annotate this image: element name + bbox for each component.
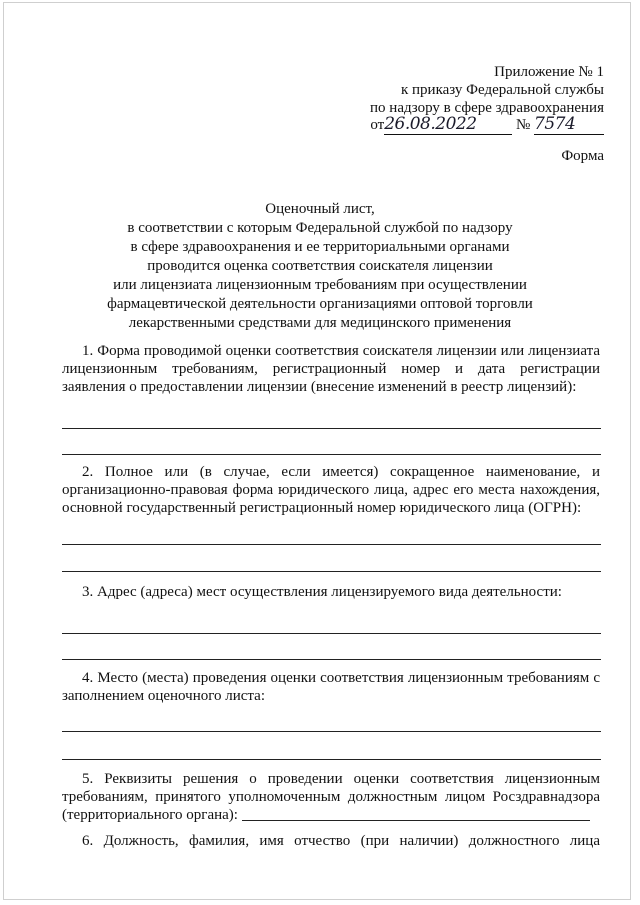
answer-line-1a[interactable] bbox=[62, 428, 601, 429]
order-line: к приказу Федеральной службы bbox=[400, 82, 604, 98]
title-line: Оценочный лист, bbox=[265, 201, 375, 217]
answer-line-4a[interactable] bbox=[62, 731, 601, 732]
item-line: 3. Адрес (адреса) мест осуществления лицензируемого вида деятельности: bbox=[82, 584, 562, 600]
item-4 bbox=[62, 669, 600, 705]
item-line: 4. Место (места) проведения оценки соответствия лицензионным требованиям с bbox=[82, 670, 600, 686]
item-2 bbox=[62, 463, 600, 517]
item-line: заявления о предоставлении лицензии (внесение изменений в реестр лицензий): bbox=[62, 379, 577, 395]
date-number-line bbox=[370, 115, 604, 135]
form-label: Форма bbox=[561, 148, 604, 164]
item-line: лицензионным требованиям, регистрационный номер и дата регистрации bbox=[62, 361, 600, 377]
item-6 bbox=[62, 832, 600, 850]
item-line: основной государственный регистрационный номер юридического лица (ОГРН): bbox=[62, 500, 582, 516]
answer-line-1b[interactable] bbox=[62, 454, 601, 455]
answer-line-5[interactable] bbox=[242, 820, 590, 821]
title-line: проводится оценка соответствия соискателя лицензии bbox=[147, 258, 493, 274]
answer-line-3a[interactable] bbox=[62, 633, 601, 634]
handwritten-number: 7574 bbox=[534, 114, 576, 134]
item-line: 6. Должность, фамилия, имя отчество (при наличии) должностного лица bbox=[82, 833, 600, 849]
handwritten-date: 26.08.2022 bbox=[384, 114, 477, 134]
item-line: требованиям, принятого уполномоченным должностным лицом Росздравнадзора bbox=[62, 789, 600, 805]
appendix-label: Приложение № 1 bbox=[494, 64, 604, 80]
item-5 bbox=[62, 770, 600, 824]
title-line: в соответствии с которым Федеральной службой по надзору bbox=[127, 220, 513, 236]
answer-line-2a[interactable] bbox=[62, 544, 601, 545]
agency-line: по надзору в сфере здравоохранения bbox=[370, 100, 604, 116]
item-line: 1. Форма проводимой оценки соответствия соискателя лицензии или лицензиата bbox=[82, 343, 600, 359]
document-title bbox=[0, 200, 640, 333]
item-1 bbox=[62, 342, 600, 396]
title-line: или лицензиата лицензионным требованиям при осуществлении bbox=[113, 277, 527, 293]
title-line: лекарственными средствами для медицинского применения bbox=[128, 315, 512, 331]
date-prefix: от bbox=[370, 117, 385, 133]
date-field bbox=[384, 115, 512, 135]
number-field bbox=[534, 115, 604, 135]
item-line-text: (территориального органа): bbox=[62, 807, 238, 823]
answer-line-4b[interactable] bbox=[62, 759, 601, 760]
item-3 bbox=[62, 583, 600, 601]
item-line: 5. Реквизиты решения о проведении оценки соответствия лицензионным bbox=[82, 771, 600, 787]
answer-line-3b[interactable] bbox=[62, 659, 601, 660]
title-line: фармацевтической деятельности организациями оптовой торговли bbox=[107, 296, 533, 312]
title-line: в сфере здравоохранения и ее территориальными органами bbox=[130, 239, 510, 255]
answer-line-2b[interactable] bbox=[62, 571, 601, 572]
item-line: 2. Полное или (в случае, если имеется) сокращенное наименование, и bbox=[82, 464, 600, 480]
item-line: заполнением оценочного листа: bbox=[62, 688, 265, 704]
item-line: организационно-правовая форма юридического лица, адрес его места нахождения, bbox=[62, 482, 600, 498]
number-prefix: № bbox=[515, 117, 531, 133]
item-line bbox=[62, 806, 600, 824]
